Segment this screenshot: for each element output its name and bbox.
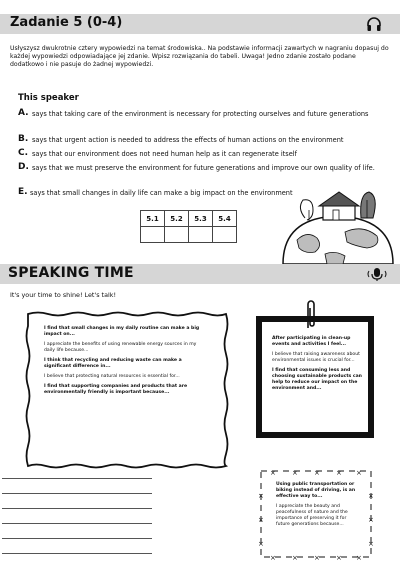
option-text: says that small changes in daily life can make a big impact on the environment xyxy=(30,189,293,197)
svg-text:×: × xyxy=(292,469,298,477)
option-letter: B. xyxy=(18,134,29,144)
answer-cell[interactable] xyxy=(213,227,237,243)
speaking-title: SPEAKING TIME xyxy=(8,265,134,281)
task-title: Zadanie 5 (0-4) xyxy=(10,15,123,30)
svg-text:×: × xyxy=(292,554,298,560)
prompt: I believe that protecting natural resources is essential for... xyxy=(44,374,180,379)
svg-text:×: × xyxy=(336,554,342,560)
answer-cell[interactable] xyxy=(165,227,189,243)
answer-cell[interactable] xyxy=(189,227,213,243)
svg-text:×: × xyxy=(356,469,362,477)
prompt: I find that supporting companies and products that are environmentally friendly is important because... xyxy=(44,384,188,395)
svg-text:×: × xyxy=(336,469,342,477)
option-letter: A. xyxy=(18,108,29,118)
svg-text:×: × xyxy=(258,540,264,548)
svg-text:×: × xyxy=(314,469,320,477)
speaking-card-3 xyxy=(276,482,360,532)
svg-text:×: × xyxy=(356,554,362,560)
option-letter: C. xyxy=(18,148,29,158)
option-letter: E. xyxy=(18,187,28,197)
microphone-icon xyxy=(366,266,388,282)
answer-header: 5.1 xyxy=(141,211,165,227)
writing-line[interactable] xyxy=(2,538,152,539)
speaking-subtitle: It's your time to shine! Let's talk! xyxy=(10,291,117,299)
writing-line[interactable] xyxy=(2,493,152,494)
writing-line[interactable] xyxy=(2,553,152,554)
prompt: After participating in clean-up events and activities I feel... xyxy=(272,336,351,347)
option-text: says that taking care of the environment is necessary for protecting ourselves and future generations xyxy=(32,110,369,118)
svg-text:×: × xyxy=(368,516,374,524)
option-letter: D. xyxy=(18,162,29,172)
prompt: I find that small changes in my daily routine can make a big impact on... xyxy=(44,326,200,337)
svg-text:×: × xyxy=(314,554,320,560)
prompt: I find that consuming less and choosing sustainable products can help to reduce our impact on the environment and... xyxy=(272,368,362,391)
option-a xyxy=(18,110,398,128)
option-text: says that we must preserve the environment for future generations and improve our own quality of life. xyxy=(32,164,375,172)
svg-text:×: × xyxy=(270,469,276,477)
svg-text:×: × xyxy=(368,540,374,548)
answer-table xyxy=(140,210,237,243)
svg-text:×: × xyxy=(270,554,276,560)
speaking-card-2 xyxy=(272,336,362,396)
prompt: I think that recycling and reducing waste can make a significant difference in... xyxy=(44,358,182,369)
answer-header: 5.2 xyxy=(165,211,189,227)
writing-line[interactable] xyxy=(2,478,152,479)
answer-cell[interactable] xyxy=(141,227,165,243)
writing-line[interactable] xyxy=(2,508,152,509)
option-text: says that urgent action is needed to address the effects of human actions on the environment xyxy=(32,136,344,144)
prompt: I appreciate the benefits of using renewable energy sources in my daily life because... xyxy=(44,342,197,353)
answer-header: 5.3 xyxy=(189,211,213,227)
svg-text:×: × xyxy=(258,516,264,524)
prompt: I appreciate the beauty and peacefulness of nature and the importance of preserving it for future generations because... xyxy=(276,504,348,527)
earth-house-illustration xyxy=(275,188,400,264)
writing-line[interactable] xyxy=(2,523,152,524)
prompt: Using public transportation or biking instead of driving, is an effective way to... xyxy=(276,482,356,499)
svg-text:×: × xyxy=(368,492,374,500)
prompt: I believe that raising awareness about environmental issues is crucial for... xyxy=(272,352,360,363)
paperclip-icon xyxy=(304,296,318,330)
answer-header: 5.4 xyxy=(213,211,237,227)
options-heading: This speaker xyxy=(18,93,79,103)
headphones-icon[interactable] xyxy=(366,16,382,32)
speaking-card-1 xyxy=(44,326,204,400)
option-text: says that our environment does not need human help as it can regenerate itself xyxy=(32,150,297,158)
instructions: Usłyszysz dwukrotnie cztery wypowiedzi na temat środowiska.. Na podstawie informacji zawartych w nagraniu dopasuj do każdej wypowiedzi odpowiadające jej zdanie. Wpisz rozwiązania do tabeli. Uwaga! Jedno zdanie zostało podane dodatkowo i nie pasuje do żadnej wypowiedzi. xyxy=(10,45,389,68)
svg-text:×: × xyxy=(258,492,264,500)
